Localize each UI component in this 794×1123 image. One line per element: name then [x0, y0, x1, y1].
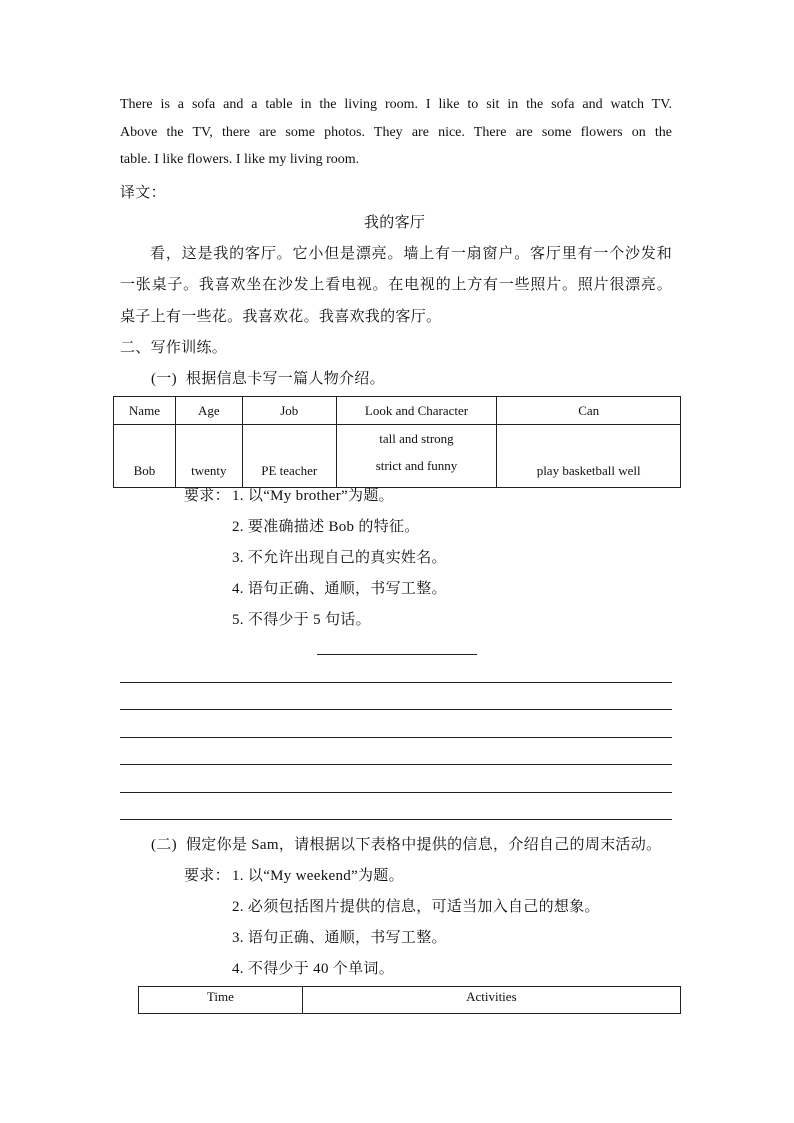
table-header-row — [114, 397, 681, 425]
cell-job: PE teacher — [242, 425, 336, 488]
cell-look-line-1: tall and strong — [379, 431, 454, 446]
translation-line-3: 桌子上有一些花。我喜欢花。我喜欢我的客厅。 — [120, 309, 442, 325]
header-age: Age — [175, 397, 242, 425]
writing-line[interactable] — [120, 709, 672, 710]
cell-can: play basketball well — [497, 425, 681, 488]
part2-instruction: 假定你是 Sam，请根据以下表格中提供的信息，介绍自己的周末活动。 — [186, 837, 662, 853]
part1-req-3: 3. 不允许出现自己的真实姓名。 — [232, 550, 447, 566]
header-look: Look and Character — [336, 397, 497, 425]
header-activities: Activities — [302, 987, 680, 1014]
part2-req-3: 3. 语句正确、通顺，书写工整。 — [232, 930, 447, 946]
translation-line-2: 一张桌子。我喜欢坐在沙发上看电视。在电视的上方有一些照片。照片很漂亮。 — [120, 277, 672, 293]
cell-age: twenty — [175, 425, 242, 488]
header-name: Name — [114, 397, 176, 425]
table-row — [114, 425, 681, 488]
translation-label: 译文： — [120, 185, 166, 201]
header-job: Job — [242, 397, 336, 425]
translation-line-1: 看，这是我的客厅。它小但是漂亮。墙上有一扇窗户。客厅里有一个沙发和 — [150, 246, 672, 262]
part1-label: (一) — [151, 371, 177, 387]
info-card-table — [113, 396, 681, 488]
passage-line-1: There is a sofa and a table in the living room. I like to sit in the sofa and watch TV. — [120, 97, 672, 112]
translation-title: 我的客厅 — [364, 215, 426, 231]
part1-instruction: 根据信息卡写一篇人物介绍。 — [186, 371, 385, 387]
weekend-table — [138, 986, 681, 1014]
part2-req-2: 2. 必须包括图片提供的信息，可适当加入自己的想象。 — [232, 899, 600, 915]
part1-req-4: 4. 语句正确、通顺，书写工整。 — [232, 581, 447, 597]
writing-line[interactable] — [120, 682, 672, 683]
passage-line-2: Above the TV, there are some photos. They are nice. There are some flowers on the — [120, 125, 672, 140]
cell-name: Bob — [114, 425, 176, 488]
header-time: Time — [139, 987, 303, 1014]
passage-line-3: table. I like flowers. I like my living room. — [120, 152, 360, 167]
part2-req-4: 4. 不得少于 40 个单词。 — [232, 961, 395, 977]
weekend-table-header-row — [139, 987, 681, 1014]
part1-req-5: 5. 不得少于 5 句话。 — [232, 612, 371, 628]
writing-line[interactable] — [120, 792, 672, 793]
cell-look-line-2: strict and funny — [375, 458, 458, 473]
part1-req-2: 2. 要准确描述 Bob 的特征。 — [232, 519, 420, 535]
section-heading: 二、写作训练。 — [120, 340, 228, 356]
title-blank-line[interactable] — [317, 654, 477, 655]
cell-look — [336, 425, 497, 488]
part1-req-label: 要求： — [184, 488, 230, 504]
writing-line[interactable] — [120, 764, 672, 765]
writing-line[interactable] — [120, 737, 672, 738]
part1-req-1: 1. 以“My brother”为题。 — [232, 488, 394, 504]
writing-line[interactable] — [120, 819, 672, 820]
header-can: Can — [497, 397, 681, 425]
part2-label: (二) — [151, 837, 177, 853]
part2-req-label: 要求： — [184, 868, 230, 884]
part2-req-1: 1. 以“My weekend”为题。 — [232, 868, 404, 884]
